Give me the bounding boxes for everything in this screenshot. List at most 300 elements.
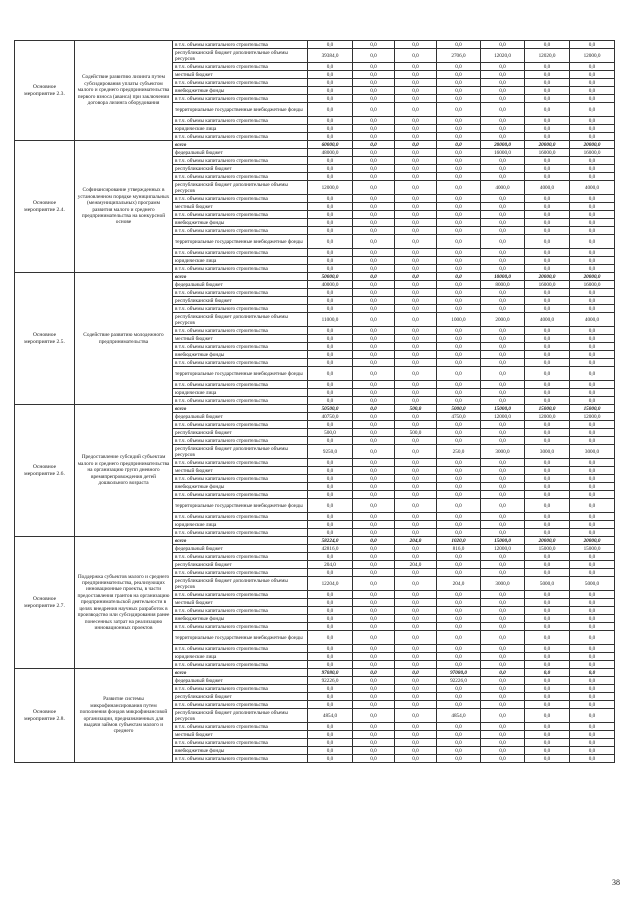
amount-cell: 0,0 [353,157,395,165]
event-description-cell: Содействие развитию молодежного предпринимательства [75,273,173,405]
funding-source-cell: в т.ч. объемы капитального строительства [173,491,308,499]
funding-source-cell: юридические лица [173,521,308,529]
amount-cell: 0,0 [395,351,437,359]
amount-cell: 0,0 [570,359,615,367]
amount-cell: 0,0 [525,367,570,381]
amount-cell: 0,0 [437,79,481,87]
funding-source-cell: в т.ч. объемы капитального строительства [173,437,308,445]
amount-cell: 0,0 [525,195,570,203]
amount-cell: 0,0 [570,653,615,661]
amount-cell: 0,0 [481,709,525,723]
amount-cell: 0,0 [437,219,481,227]
amount-cell: 0,0 [395,483,437,491]
amount-cell: 0,0 [353,513,395,521]
amount-cell: 0,0 [437,731,481,739]
amount-cell: 3000,0 [481,577,525,591]
amount-cell: 0,0 [308,165,353,173]
amount-cell: 40750,0 [308,413,353,421]
amount-cell: 250,0 [437,445,481,459]
amount-cell: 0,0 [525,249,570,257]
amount-cell: 15000,0 [570,545,615,553]
amount-cell: 15000,0 [525,545,570,553]
amount-cell: 0,0 [308,685,353,693]
funding-source-cell: в т.ч. объемы капитального строительства [173,227,308,235]
amount-cell: 0,0 [308,389,353,397]
funding-source-cell: местный бюджет [173,467,308,475]
funding-source-cell: юридические лица [173,125,308,133]
amount-cell: 0,0 [308,645,353,653]
funding-source-cell: в т.ч. объемы капитального строительства [173,211,308,219]
amount-cell: 0,0 [353,545,395,553]
amount-cell: 0,0 [481,685,525,693]
amount-cell: 0,0 [437,723,481,731]
amount-cell: 0,0 [437,141,481,149]
amount-cell: 0,0 [353,569,395,577]
amount-cell: 0,0 [437,41,481,49]
amount-cell: 12000,0 [525,413,570,421]
amount-cell: 0,0 [570,157,615,165]
amount-cell: 0,0 [525,521,570,529]
amount-cell: 0,0 [525,133,570,141]
amount-cell: 0,0 [308,289,353,297]
amount-cell: 0,0 [353,235,395,249]
amount-cell: 0,0 [481,219,525,227]
amount-cell: 0,0 [395,685,437,693]
amount-cell: 0,0 [308,41,353,49]
amount-cell: 0,0 [525,491,570,499]
amount-cell: 0,0 [437,149,481,157]
amount-cell: 0,0 [437,483,481,491]
amount-cell: 0,0 [525,103,570,117]
amount-cell: 0,0 [395,125,437,133]
amount-cell: 0,0 [570,257,615,265]
amount-cell: 5000,0 [525,577,570,591]
amount-cell: 0,0 [308,133,353,141]
amount-cell: 0,0 [525,429,570,437]
amount-cell: 0,0 [395,165,437,173]
amount-cell: 0,0 [570,125,615,133]
amount-cell: 0,0 [395,367,437,381]
amount-cell: 0,0 [525,289,570,297]
amount-cell: 0,0 [308,529,353,537]
amount-cell: 0,0 [308,421,353,429]
amount-cell: 0,0 [481,747,525,755]
amount-cell: 0,0 [481,389,525,397]
amount-cell: 0,0 [353,195,395,203]
amount-cell: 0,0 [437,631,481,645]
funding-source-cell: в т.ч. объемы капитального строительства [173,249,308,257]
amount-cell: 0,0 [395,521,437,529]
amount-cell: 0,0 [353,343,395,351]
amount-cell: 0,0 [437,701,481,709]
amount-cell: 0,0 [481,669,525,677]
funding-source-cell: в т.ч. объемы капитального строительства [173,157,308,165]
funding-source-cell: территориальные государственные внебюджетные фонды [173,103,308,117]
amount-cell: 0,0 [437,351,481,359]
amount-cell: 20000,0 [570,273,615,281]
amount-cell: 0,0 [570,491,615,499]
amount-cell: 4000,0 [570,181,615,195]
funding-source-cell: местный бюджет [173,599,308,607]
amount-cell: 0,0 [481,289,525,297]
amount-cell: 0,0 [481,615,525,623]
amount-cell: 0,0 [525,265,570,273]
funding-source-cell: в т.ч. объемы капитального строительства [173,607,308,615]
amount-cell: 5000,0 [570,577,615,591]
amount-cell: 0,0 [481,599,525,607]
amount-cell: 12000,0 [570,49,615,63]
amount-cell: 0,0 [437,755,481,763]
amount-cell: 0,0 [437,561,481,569]
amount-cell: 0,0 [481,257,525,265]
amount-cell: 0,0 [353,413,395,421]
amount-cell: 0,0 [395,117,437,125]
amount-cell: 0,0 [481,661,525,669]
amount-cell: 0,0 [525,499,570,513]
amount-cell: 0,0 [525,397,570,405]
amount-cell: 0,0 [308,351,353,359]
amount-cell: 0,0 [481,631,525,645]
amount-cell: 0,0 [481,203,525,211]
amount-cell: 204,0 [395,561,437,569]
amount-cell: 0,0 [308,235,353,249]
amount-cell: 12000,0 [481,413,525,421]
amount-cell: 0,0 [395,607,437,615]
amount-cell: 0,0 [353,591,395,599]
amount-cell: 0,0 [525,615,570,623]
amount-cell: 15000,0 [570,405,615,413]
amount-cell: 0,0 [395,359,437,367]
amount-cell: 0,0 [525,475,570,483]
amount-cell: 0,0 [570,249,615,257]
amount-cell: 0,0 [395,87,437,95]
funding-source-cell: республиканский бюджет [173,297,308,305]
amount-cell: 0,0 [353,351,395,359]
amount-cell: 0,0 [525,513,570,521]
amount-cell: 0,0 [481,561,525,569]
amount-cell: 0,0 [481,499,525,513]
amount-cell: 0,0 [308,661,353,669]
amount-cell: 0,0 [308,397,353,405]
amount-cell: 0,0 [308,521,353,529]
amount-cell: 0,0 [437,569,481,577]
amount-cell: 0,0 [525,459,570,467]
amount-cell: 0,0 [308,71,353,79]
amount-cell: 0,0 [395,219,437,227]
amount-cell: 60000,0 [308,141,353,149]
amount-cell: 0,0 [353,577,395,591]
amount-cell: 0,0 [308,607,353,615]
funding-source-cell: в т.ч. объемы капитального строительства [173,41,308,49]
amount-cell: 0,0 [437,343,481,351]
funding-source-cell: в т.ч. объемы капитального строительства [173,701,308,709]
amount-cell: 0,0 [353,537,395,545]
amount-cell: 0,0 [437,195,481,203]
amount-cell: 0,0 [481,437,525,445]
funding-source-cell: республиканский бюджет [173,693,308,701]
amount-cell: 0,0 [308,459,353,467]
amount-cell: 0,0 [570,195,615,203]
funding-source-cell: в т.ч. объемы капитального строительства [173,513,308,521]
amount-cell: 0,0 [353,265,395,273]
amount-cell: 0,0 [481,529,525,537]
amount-cell: 0,0 [570,203,615,211]
amount-cell: 0,0 [481,491,525,499]
amount-cell: 0,0 [353,281,395,289]
amount-cell: 0,0 [395,569,437,577]
funding-source-cell: в т.ч. объемы капитального строительства [173,685,308,693]
amount-cell: 0,0 [437,521,481,529]
amount-cell: 0,0 [570,71,615,79]
amount-cell: 0,0 [525,219,570,227]
amount-cell: 0,0 [525,645,570,653]
amount-cell: 0,0 [308,87,353,95]
amount-cell: 0,0 [570,467,615,475]
amount-cell: 4000,0 [481,181,525,195]
amount-cell: 0,0 [395,71,437,79]
amount-cell: 0,0 [395,701,437,709]
amount-cell: 0,0 [481,397,525,405]
amount-cell: 0,0 [353,41,395,49]
amount-cell: 0,0 [353,249,395,257]
amount-cell: 0,0 [437,459,481,467]
amount-cell: 0,0 [525,343,570,351]
amount-cell: 3000,0 [570,445,615,459]
amount-cell: 0,0 [395,669,437,677]
amount-cell: 20000,0 [481,141,525,149]
table-row [15,537,615,545]
amount-cell: 0,0 [481,359,525,367]
amount-cell: 2706,0 [437,49,481,63]
amount-cell: 0,0 [353,429,395,437]
amount-cell: 0,0 [353,421,395,429]
amount-cell: 0,0 [395,157,437,165]
amount-cell: 0,0 [353,313,395,327]
amount-cell: 0,0 [570,211,615,219]
table-row [15,405,615,413]
amount-cell: 0,0 [525,723,570,731]
amount-cell: 0,0 [525,661,570,669]
amount-cell: 0,0 [353,747,395,755]
amount-cell: 0,0 [525,693,570,701]
funding-source-cell: территориальные государственные внебюджетные фонды [173,631,308,645]
funding-source-cell: внебюджетные фонды [173,747,308,755]
budget-document [14,40,614,763]
amount-cell: 0,0 [481,297,525,305]
amount-cell: 0,0 [525,157,570,165]
amount-cell: 20000,0 [525,141,570,149]
amount-cell: 0,0 [525,327,570,335]
amount-cell: 0,0 [395,499,437,513]
amount-cell: 0,0 [437,747,481,755]
amount-cell: 0,0 [481,731,525,739]
amount-cell: 0,0 [308,305,353,313]
amount-cell: 0,0 [353,389,395,397]
amount-cell: 0,0 [570,521,615,529]
amount-cell: 48000,0 [308,149,353,157]
amount-cell: 0,0 [353,529,395,537]
amount-cell: 0,0 [570,553,615,561]
amount-cell: 0,0 [481,591,525,599]
amount-cell: 0,0 [308,343,353,351]
amount-cell: 0,0 [437,133,481,141]
amount-cell: 0,0 [481,211,525,219]
amount-cell: 0,0 [395,631,437,645]
funding-source-cell: в т.ч. объемы капитального строительства [173,265,308,273]
funding-source-cell: в т.ч. объемы капитального строительства [173,173,308,181]
amount-cell: 0,0 [437,273,481,281]
amount-cell: 0,0 [437,165,481,173]
amount-cell: 0,0 [353,499,395,513]
amount-cell: 0,0 [525,41,570,49]
amount-cell: 0,0 [570,475,615,483]
amount-cell: 0,0 [570,227,615,235]
amount-cell: 0,0 [353,305,395,313]
amount-cell: 0,0 [395,297,437,305]
amount-cell: 0,0 [481,79,525,87]
amount-cell: 0,0 [570,327,615,335]
amount-cell: 0,0 [395,645,437,653]
amount-cell: 0,0 [353,49,395,63]
amount-cell: 0,0 [308,437,353,445]
amount-cell: 0,0 [437,335,481,343]
amount-cell: 0,0 [353,467,395,475]
amount-cell: 0,0 [437,257,481,265]
amount-cell: 0,0 [481,265,525,273]
amount-cell: 0,0 [353,327,395,335]
amount-cell: 0,0 [395,235,437,249]
amount-cell: 0,0 [308,117,353,125]
funding-source-cell: в т.ч. объемы капитального строительства [173,755,308,763]
amount-cell: 0,0 [395,327,437,335]
amount-cell: 0,0 [570,483,615,491]
amount-cell: 0,0 [395,677,437,685]
amount-cell: 0,0 [353,227,395,235]
amount-cell: 0,0 [308,467,353,475]
amount-cell: 0,0 [525,227,570,235]
amount-cell: 0,0 [437,103,481,117]
amount-cell: 0,0 [481,195,525,203]
amount-cell: 0,0 [525,297,570,305]
amount-cell: 0,0 [395,289,437,297]
amount-cell: 16000,0 [481,149,525,157]
funding-source-cell: в т.ч. объемы капитального строительства [173,195,308,203]
amount-cell: 0,0 [525,739,570,747]
amount-cell: 0,0 [437,125,481,133]
amount-cell: 3000,0 [481,445,525,459]
amount-cell: 0,0 [570,165,615,173]
amount-cell: 0,0 [481,125,525,133]
amount-cell: 0,0 [437,203,481,211]
amount-cell: 0,0 [525,467,570,475]
amount-cell: 0,0 [481,653,525,661]
amount-cell: 0,0 [481,367,525,381]
amount-cell: 0,0 [437,685,481,693]
amount-cell: 0,0 [353,701,395,709]
amount-cell: 0,0 [481,157,525,165]
amount-cell: 0,0 [308,599,353,607]
amount-cell: 20000,0 [570,141,615,149]
funding-source-cell: всего [173,141,308,149]
amount-cell: 0,0 [525,483,570,491]
amount-cell: 0,0 [353,693,395,701]
amount-cell: 0,0 [570,343,615,351]
amount-cell: 0,0 [308,103,353,117]
amount-cell: 0,0 [481,755,525,763]
amount-cell: 0,0 [570,645,615,653]
amount-cell: 0,0 [353,615,395,623]
amount-cell: 0,0 [395,529,437,537]
amount-cell: 0,0 [570,305,615,313]
amount-cell: 0,0 [481,645,525,653]
funding-source-cell: в т.ч. объемы капитального строительства [173,381,308,389]
amount-cell: 0,0 [395,141,437,149]
event-description-cell: Поддержка субъектов малого и среднего предпринимательства, реализующих инновационные проекты, в части предоставления грантов на организацию предпринимательской деятельности в целях внедрения научных разработок в производство или субсидирования ранее понесенных затрат на реализацию инновационных проектов [75,537,173,669]
amount-cell: 0,0 [437,553,481,561]
funding-source-cell: всего [173,669,308,677]
table-row [15,141,615,149]
funding-source-cell: в т.ч. объемы капитального строительства [173,289,308,297]
amount-cell: 0,0 [570,41,615,49]
amount-cell: 0,0 [481,249,525,257]
amount-cell: 0,0 [353,289,395,297]
amount-cell: 0,0 [353,669,395,677]
amount-cell: 0,0 [395,265,437,273]
amount-cell: 0,0 [308,157,353,165]
funding-source-cell: местный бюджет [173,731,308,739]
amount-cell: 0,0 [308,731,353,739]
amount-cell: 0,0 [570,437,615,445]
amount-cell: 0,0 [481,117,525,125]
budget-table [14,40,615,763]
amount-cell: 0,0 [437,739,481,747]
amount-cell: 20000,0 [525,273,570,281]
amount-cell: 0,0 [395,591,437,599]
funding-source-cell: республиканский бюджет дополнительные объемы ресурсов [173,445,308,459]
amount-cell: 0,0 [525,335,570,343]
amount-cell: 0,0 [395,739,437,747]
amount-cell: 15000,0 [481,405,525,413]
amount-cell: 0,0 [525,599,570,607]
amount-cell: 15000,0 [481,537,525,545]
amount-cell: 16000,0 [570,281,615,289]
funding-source-cell: федеральный бюджет [173,413,308,421]
amount-cell: 20000,0 [570,537,615,545]
amount-cell: 0,0 [308,211,353,219]
amount-cell: 97080,0 [308,669,353,677]
funding-source-cell: внебюджетные фонды [173,483,308,491]
amount-cell: 0,0 [481,521,525,529]
amount-cell: 0,0 [481,103,525,117]
amount-cell: 0,0 [437,173,481,181]
amount-cell: 0,0 [395,335,437,343]
amount-cell: 0,0 [481,335,525,343]
amount-cell: 0,0 [308,701,353,709]
amount-cell: 0,0 [481,553,525,561]
amount-cell: 0,0 [481,701,525,709]
amount-cell: 500,0 [395,405,437,413]
amount-cell: 0,0 [437,157,481,165]
amount-cell: 0,0 [437,305,481,313]
amount-cell: 0,0 [570,685,615,693]
amount-cell: 0,0 [353,367,395,381]
amount-cell: 0,0 [570,561,615,569]
amount-cell: 0,0 [308,219,353,227]
amount-cell: 0,0 [570,335,615,343]
amount-cell: 0,0 [570,569,615,577]
amount-cell: 0,0 [308,623,353,631]
amount-cell: 0,0 [353,95,395,103]
